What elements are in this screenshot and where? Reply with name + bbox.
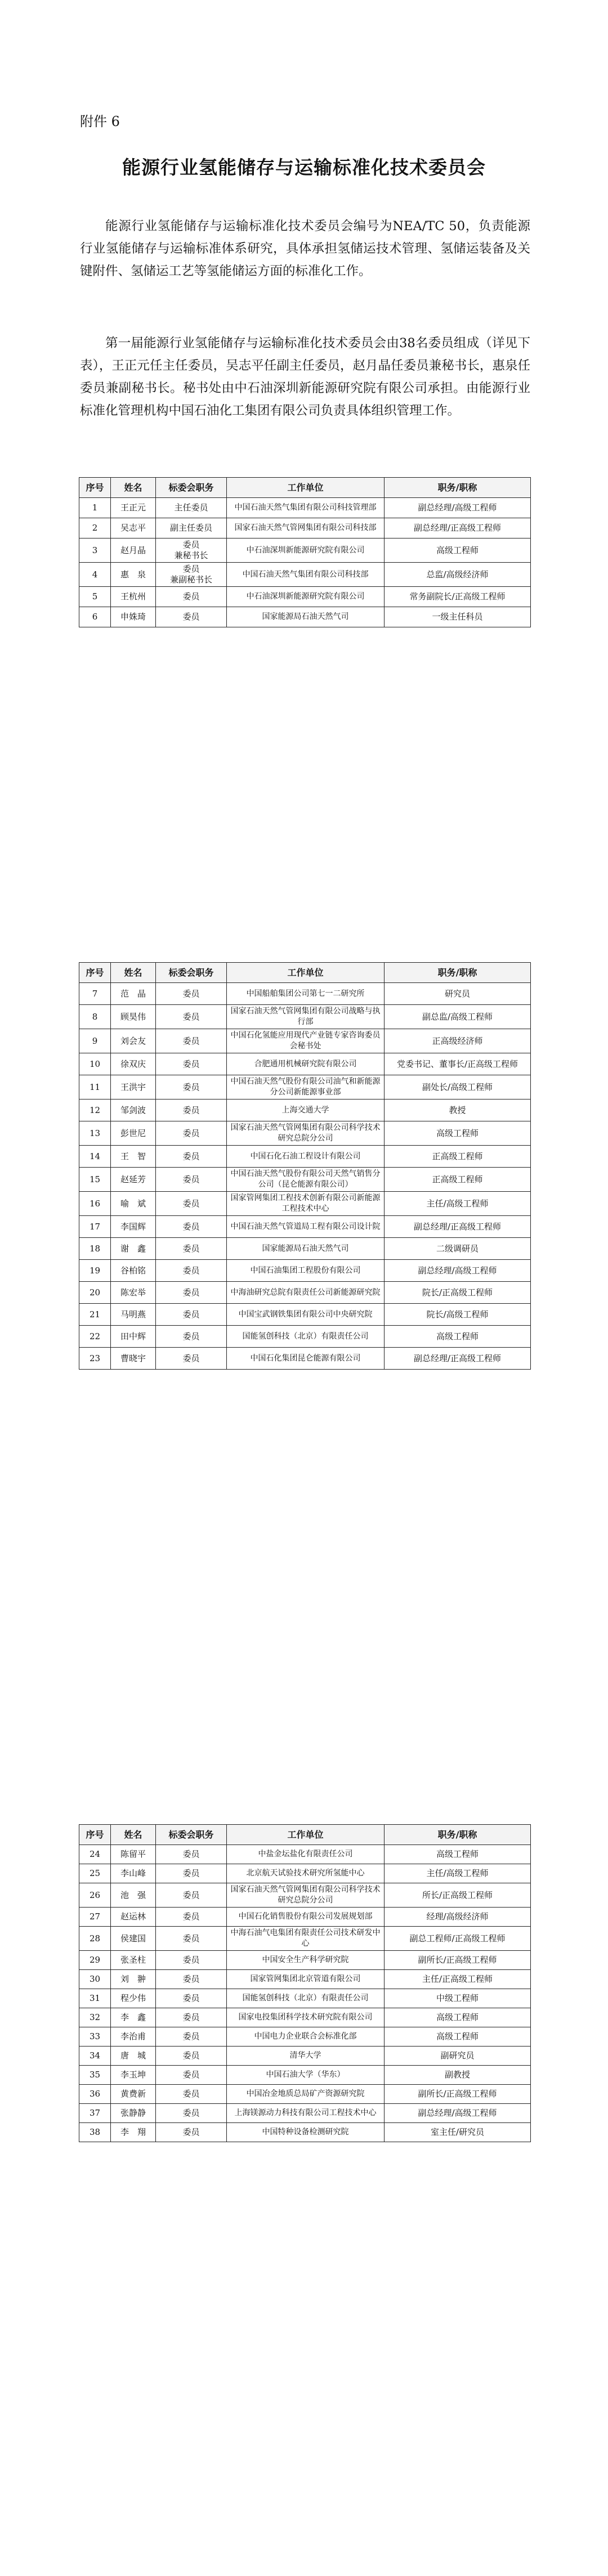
cell-index: 11 — [79, 1075, 111, 1099]
cell-employer: 中国石油大学（华东） — [227, 2066, 385, 2085]
cell-employer: 国能氢创科技（北京）有限责任公司 — [227, 1989, 385, 2008]
cell-name: 张静静 — [111, 2104, 156, 2123]
cell-committee-role: 委员 — [156, 1029, 227, 1053]
member-table-part-3 — [79, 1824, 531, 2142]
cell-employer: 上海镁源动力科技有限公司工程技术中心 — [227, 2104, 385, 2123]
cell-index: 22 — [79, 1326, 111, 1348]
cell-name: 王杭州 — [111, 587, 156, 607]
table-row — [79, 2008, 531, 2027]
cell-committee-role: 委员 — [156, 1326, 227, 1348]
cell-name: 陈留平 — [111, 1845, 156, 1864]
cell-title: 经理/高级经济师 — [385, 1908, 531, 1927]
cell-title: 副总经理/高级工程师 — [385, 1260, 531, 1282]
table-row — [79, 1168, 531, 1192]
cell-name: 申姝琦 — [111, 607, 156, 627]
cell-index: 32 — [79, 2008, 111, 2027]
table-row — [79, 538, 531, 563]
cell-title: 正高级工程师 — [385, 1168, 531, 1192]
cell-committee-role: 委员 — [156, 1951, 227, 1970]
cell-employer: 中石油深圳新能源研究院有限公司 — [227, 538, 385, 563]
table-row — [79, 1864, 531, 1883]
cell-committee-role: 委员 — [156, 1192, 227, 1216]
cell-title: 中级工程师 — [385, 1989, 531, 2008]
cell-index: 23 — [79, 1348, 111, 1370]
cell-employer: 国能氢创科技（北京）有限责任公司 — [227, 1326, 385, 1348]
cell-index: 2 — [79, 518, 111, 538]
cell-title: 所长/正高级工程师 — [385, 1883, 531, 1908]
table-row — [79, 498, 531, 518]
cell-committee-role: 委员 兼副秘书长 — [156, 563, 227, 587]
cell-name: 李治甫 — [111, 2027, 156, 2047]
cell-title: 副总经理/高级工程师 — [385, 2104, 531, 2123]
cell-index: 36 — [79, 2085, 111, 2104]
cell-name: 赵运林 — [111, 1908, 156, 1927]
cell-employer: 中国石油集团工程股份有限公司 — [227, 1260, 385, 1282]
column-header-committee-role: 标委会职务 — [156, 478, 227, 498]
table-row — [79, 1146, 531, 1168]
cell-committee-role: 委员 — [156, 1864, 227, 1883]
cell-index: 15 — [79, 1168, 111, 1192]
cell-index: 25 — [79, 1864, 111, 1883]
cell-committee-role: 委员 — [156, 1927, 227, 1951]
cell-index: 14 — [79, 1146, 111, 1168]
cell-index: 3 — [79, 538, 111, 563]
cell-index: 30 — [79, 1970, 111, 1989]
table-row — [79, 2123, 531, 2142]
cell-committee-role: 委员 — [156, 2047, 227, 2066]
table-row — [79, 1260, 531, 1282]
table-row — [79, 1282, 531, 1304]
cell-name: 谢 鑫 — [111, 1238, 156, 1260]
table-row — [79, 1326, 531, 1348]
column-header-employer: 工作单位 — [227, 1825, 385, 1845]
table-row — [79, 1970, 531, 1989]
table-row — [79, 1304, 531, 1326]
cell-name: 范 晶 — [111, 983, 156, 1005]
cell-index: 24 — [79, 1845, 111, 1864]
cell-title: 室主任/研究员 — [385, 2123, 531, 2142]
cell-name: 李国辉 — [111, 1216, 156, 1238]
cell-employer: 中国石油天然气股份有限公司天然气销售分公司（昆仑能源有限公司） — [227, 1168, 385, 1192]
cell-title: 主任/正高级工程师 — [385, 1970, 531, 1989]
cell-employer: 中国石油天然气集团有限公司科技管理部 — [227, 498, 385, 518]
cell-committee-role: 委员 — [156, 587, 227, 607]
cell-index: 37 — [79, 2104, 111, 2123]
cell-index: 10 — [79, 1053, 111, 1075]
cell-committee-role: 委员 — [156, 2085, 227, 2104]
cell-title: 高级工程师 — [385, 1121, 531, 1146]
cell-name: 李山峰 — [111, 1864, 156, 1883]
cell-committee-role: 副主任委员 — [156, 518, 227, 538]
cell-title: 党委书记、董事长/正高级工程师 — [385, 1053, 531, 1075]
cell-employer: 国家石油天然气管网集团有限公司科技部 — [227, 518, 385, 538]
cell-title: 副处长/高级工程师 — [385, 1075, 531, 1099]
cell-name: 田中辉 — [111, 1326, 156, 1348]
column-header-title: 职务/职称 — [385, 963, 531, 983]
cell-title: 正高级工程师 — [385, 1146, 531, 1168]
cell-title: 总监/高级经济师 — [385, 563, 531, 587]
cell-index: 19 — [79, 1260, 111, 1282]
cell-title: 教授 — [385, 1099, 531, 1121]
cell-title: 高级工程师 — [385, 1326, 531, 1348]
cell-index: 29 — [79, 1951, 111, 1970]
cell-committee-role: 委员 — [156, 1075, 227, 1099]
cell-employer: 中国宝武钢铁集团有限公司中央研究院 — [227, 1304, 385, 1326]
cell-name: 马明燕 — [111, 1304, 156, 1326]
cell-name: 谷柏铭 — [111, 1260, 156, 1282]
cell-name: 惠 泉 — [111, 563, 156, 587]
cell-index: 18 — [79, 1238, 111, 1260]
column-header-committee-role: 标委会职务 — [156, 1825, 227, 1845]
cell-index: 34 — [79, 2047, 111, 2066]
cell-title: 研究员 — [385, 983, 531, 1005]
cell-name: 刘 翀 — [111, 1970, 156, 1989]
table-row — [79, 983, 531, 1005]
cell-title: 正高级经济师 — [385, 1029, 531, 1053]
cell-employer: 中国安全生产科学研究院 — [227, 1951, 385, 1970]
cell-committee-role: 委员 — [156, 1053, 227, 1075]
cell-title: 副研究员 — [385, 2047, 531, 2066]
cell-index: 13 — [79, 1121, 111, 1146]
cell-committee-role: 委员 — [156, 1883, 227, 1908]
column-header-employer: 工作单位 — [227, 478, 385, 498]
cell-name: 邹剑波 — [111, 1099, 156, 1121]
cell-title: 副总经理/正高级工程师 — [385, 1348, 531, 1370]
document-title: 能源行业氢能储存与运输标准化技术委员会 — [122, 156, 486, 178]
cell-index: 26 — [79, 1883, 111, 1908]
cell-index: 31 — [79, 1989, 111, 2008]
table-row — [79, 587, 531, 607]
table-row — [79, 1908, 531, 1927]
cell-employer: 中国石化销售股份有限公司发展规划部 — [227, 1908, 385, 1927]
cell-employer: 中石油深圳新能源研究院有限公司 — [227, 587, 385, 607]
cell-index: 33 — [79, 2027, 111, 2047]
cell-name: 唐 城 — [111, 2047, 156, 2066]
cell-name: 池 强 — [111, 1883, 156, 1908]
cell-title: 高级工程师 — [385, 2027, 531, 2047]
cell-index: 8 — [79, 1005, 111, 1029]
cell-committee-role: 委员 — [156, 1146, 227, 1168]
cell-committee-role: 委员 — [156, 607, 227, 627]
cell-name: 陈宏举 — [111, 1282, 156, 1304]
table-row — [79, 1348, 531, 1370]
cell-index: 16 — [79, 1192, 111, 1216]
cell-employer: 中海油研究总院有限责任公司新能源研究院 — [227, 1282, 385, 1304]
cell-employer: 上海交通大学 — [227, 1099, 385, 1121]
cell-index: 9 — [79, 1029, 111, 1053]
cell-employer: 中国石油天然气股份有限公司油气和新能源分公司新能源事业部 — [227, 1075, 385, 1099]
table-row — [79, 518, 531, 538]
cell-index: 20 — [79, 1282, 111, 1304]
table-row — [79, 2085, 531, 2104]
table-row — [79, 607, 531, 627]
cell-employer: 国家石油天然气管网集团有限公司科学技术研究总院分公司 — [227, 1121, 385, 1146]
cell-employer: 中盐金坛盐化有限责任公司 — [227, 1845, 385, 1864]
column-header-name: 姓名 — [111, 963, 156, 983]
cell-name: 吴志平 — [111, 518, 156, 538]
cell-committee-role: 委员 — [156, 1216, 227, 1238]
cell-employer: 国家电投集团科学技术研究院有限公司 — [227, 2008, 385, 2027]
cell-index: 17 — [79, 1216, 111, 1238]
cell-committee-role: 委员 — [156, 2123, 227, 2142]
cell-index: 38 — [79, 2123, 111, 2142]
cell-name: 徐双庆 — [111, 1053, 156, 1075]
cell-employer: 中海石油气电集团有限责任公司技术研发中心 — [227, 1927, 385, 1951]
cell-committee-role: 委员 — [156, 2066, 227, 2085]
cell-committee-role: 委员 — [156, 2027, 227, 2047]
cell-name: 李 翔 — [111, 2123, 156, 2142]
cell-name: 曹晓宇 — [111, 1348, 156, 1370]
table-header-row — [79, 963, 531, 983]
cell-index: 21 — [79, 1304, 111, 1326]
cell-employer: 国家管网集团工程技术创新有限公司新能源工程技术中心 — [227, 1192, 385, 1216]
table-row — [79, 1927, 531, 1951]
cell-employer: 北京航天试验技术研究所氢能中心 — [227, 1864, 385, 1883]
cell-employer: 国家能源局石油天然气司 — [227, 607, 385, 627]
column-header-title: 职务/职称 — [385, 478, 531, 498]
table-row — [79, 563, 531, 587]
table-header-row — [79, 1825, 531, 1845]
cell-name: 张圣柱 — [111, 1951, 156, 1970]
table-row — [79, 1029, 531, 1053]
table-row — [79, 1238, 531, 1260]
cell-title: 副总经理/高级工程师 — [385, 498, 531, 518]
cell-employer: 国家石油天然气管网集团有限公司科学技术研究总院分公司 — [227, 1883, 385, 1908]
cell-title: 副总监/高级工程师 — [385, 1005, 531, 1029]
cell-title: 副总经理/正高级工程师 — [385, 518, 531, 538]
cell-committee-role: 委员 — [156, 1989, 227, 2008]
cell-index: 35 — [79, 2066, 111, 2085]
member-table-part-1 — [79, 477, 531, 627]
cell-title: 高级工程师 — [385, 538, 531, 563]
column-header-employer: 工作单位 — [227, 963, 385, 983]
cell-title: 高级工程师 — [385, 2008, 531, 2027]
table-row — [79, 1121, 531, 1146]
cell-title: 主任/高级工程师 — [385, 1192, 531, 1216]
cell-committee-role: 委员 — [156, 1348, 227, 1370]
column-header-name: 姓名 — [111, 1825, 156, 1845]
cell-index: 1 — [79, 498, 111, 518]
table-row — [79, 1053, 531, 1075]
cell-employer: 中国石油天然气管道局工程有限公司设计院 — [227, 1216, 385, 1238]
cell-name: 王正元 — [111, 498, 156, 518]
cell-committee-role: 委员 — [156, 1121, 227, 1146]
cell-name: 顾昊伟 — [111, 1005, 156, 1029]
table-row — [79, 1099, 531, 1121]
cell-employer: 中国石化石油工程设计有限公司 — [227, 1146, 385, 1168]
table-row — [79, 1216, 531, 1238]
cell-employer: 中国冶金地质总局矿产资源研究院 — [227, 2085, 385, 2104]
cell-employer: 合肥通用机械研究院有限公司 — [227, 1053, 385, 1075]
table-row — [79, 1005, 531, 1029]
table-row — [79, 1845, 531, 1864]
cell-employer: 中国石化集团昆仑能源有限公司 — [227, 1348, 385, 1370]
table-header-row — [79, 478, 531, 498]
cell-title: 二级调研员 — [385, 1238, 531, 1260]
cell-title: 副总工程师/正高级工程师 — [385, 1927, 531, 1951]
cell-title: 副教授 — [385, 2066, 531, 2085]
cell-committee-role: 主任委员 — [156, 498, 227, 518]
table-row — [79, 1951, 531, 1970]
cell-employer: 国家能源局石油天然气司 — [227, 1238, 385, 1260]
cell-title: 院长/正高级工程师 — [385, 1282, 531, 1304]
table-row — [79, 2104, 531, 2123]
cell-index: 5 — [79, 587, 111, 607]
cell-name: 程少伟 — [111, 1989, 156, 2008]
cell-employer: 清华大学 — [227, 2047, 385, 2066]
table-row — [79, 2027, 531, 2047]
column-header-index: 序号 — [79, 1825, 111, 1845]
cell-committee-role: 委员 — [156, 1005, 227, 1029]
cell-index: 7 — [79, 983, 111, 1005]
cell-name: 黄费新 — [111, 2085, 156, 2104]
column-header-title: 职务/职称 — [385, 1825, 531, 1845]
cell-committee-role: 委员 — [156, 1260, 227, 1282]
cell-name: 喻 斌 — [111, 1192, 156, 1216]
table-row — [79, 1989, 531, 2008]
cell-index: 12 — [79, 1099, 111, 1121]
column-header-index: 序号 — [79, 963, 111, 983]
composition-paragraph: 第一届能源行业氢能储存与运输标准化技术委员会由38名委员组成（详见下表），王正元任主任委员，吴志平任副主任委员，赵月晶任委员兼秘书长，惠泉任委员兼副秘书长。秘书处由中石油深圳新能源研究院有限公司承担。由能源行业标准化管理机构中国石油化工集团有限公司负责具体组织管理工作。 — [80, 336, 530, 418]
cell-name: 王洪宇 — [111, 1075, 156, 1099]
cell-committee-role: 委员 — [156, 1970, 227, 1989]
cell-employer: 中国石油天然气集团有限公司科技部 — [227, 563, 385, 587]
table-row — [79, 2066, 531, 2085]
cell-name: 李玉坤 — [111, 2066, 156, 2085]
cell-name: 彭世尼 — [111, 1121, 156, 1146]
cell-title: 主任/高级工程师 — [385, 1864, 531, 1883]
cell-index: 28 — [79, 1927, 111, 1951]
cell-employer: 中国船舶集团公司第七一二研究所 — [227, 983, 385, 1005]
cell-committee-role: 委员 — [156, 1238, 227, 1260]
cell-employer: 中国电力企业联合会标准化部 — [227, 2027, 385, 2047]
cell-title: 常务副院长/正高级工程师 — [385, 587, 531, 607]
cell-title: 院长/高级工程师 — [385, 1304, 531, 1326]
cell-committee-role: 委员 兼秘书长 — [156, 538, 227, 563]
cell-committee-role: 委员 — [156, 1908, 227, 1927]
cell-committee-role: 委员 — [156, 983, 227, 1005]
cell-committee-role: 委员 — [156, 2008, 227, 2027]
cell-employer: 国家管网集团北京管道有限公司 — [227, 1970, 385, 1989]
cell-title: 一级主任科员 — [385, 607, 531, 627]
column-header-index: 序号 — [79, 478, 111, 498]
cell-committee-role: 委员 — [156, 2104, 227, 2123]
column-header-committee-role: 标委会职务 — [156, 963, 227, 983]
cell-committee-role: 委员 — [156, 1168, 227, 1192]
cell-employer: 中国特种设备检测研究院 — [227, 2123, 385, 2142]
column-header-name: 姓名 — [111, 478, 156, 498]
cell-employer: 中国石化氢能应用现代产业链专家咨询委员会秘书处 — [227, 1029, 385, 1053]
cell-title: 副所长/正高级工程师 — [385, 2085, 531, 2104]
cell-name: 王 智 — [111, 1146, 156, 1168]
cell-committee-role: 委员 — [156, 1099, 227, 1121]
attachment-label: 附件 6 — [80, 114, 120, 129]
table-row — [79, 1192, 531, 1216]
cell-index: 4 — [79, 563, 111, 587]
cell-index: 6 — [79, 607, 111, 627]
cell-name: 刘会友 — [111, 1029, 156, 1053]
member-table-part-2 — [79, 962, 531, 1370]
cell-employer: 国家石油天然气管网集团有限公司战略与执行部 — [227, 1005, 385, 1029]
cell-name: 李 鑫 — [111, 2008, 156, 2027]
cell-title: 高级工程师 — [385, 1845, 531, 1864]
cell-title: 副总经理/正高级工程师 — [385, 1216, 531, 1238]
table-row — [79, 2047, 531, 2066]
cell-committee-role: 委员 — [156, 1304, 227, 1326]
table-row — [79, 1883, 531, 1908]
table-row — [79, 1075, 531, 1099]
cell-committee-role: 委员 — [156, 1282, 227, 1304]
cell-title: 副所长/正高级工程师 — [385, 1951, 531, 1970]
cell-name: 赵延芳 — [111, 1168, 156, 1192]
cell-index: 27 — [79, 1908, 111, 1927]
cell-committee-role: 委员 — [156, 1845, 227, 1864]
intro-paragraph: 能源行业氢能储存与运输标准化技术委员会编号为NEA/TC 50，负责能源行业氢能储存与运输标准体系研究，具体承担氢储运技术管理、氢储运装备及关键附件、氢储运工艺等氢能储运方面的标准化工作。 — [80, 219, 530, 279]
cell-name: 侯建国 — [111, 1927, 156, 1951]
cell-name: 赵月晶 — [111, 538, 156, 563]
